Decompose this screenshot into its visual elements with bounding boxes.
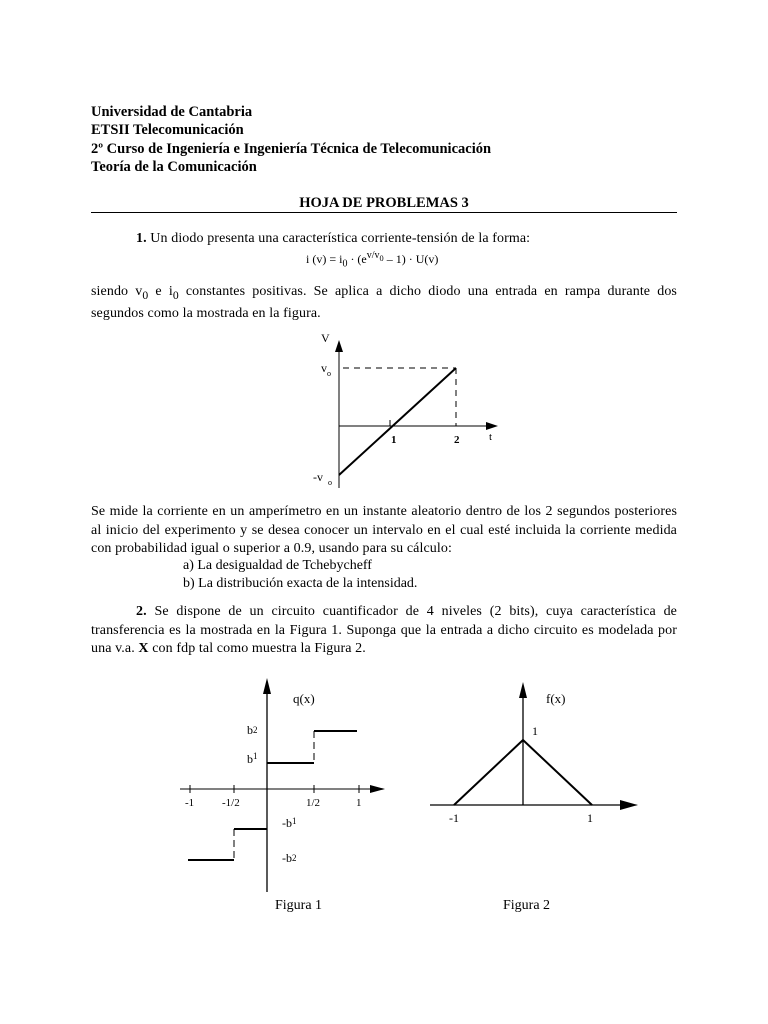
problem2-number: 2. bbox=[136, 604, 147, 619]
ramp-tick-2: 2 bbox=[454, 434, 460, 446]
sheet-title: HOJA DE PROBLEMAS 3 bbox=[299, 195, 469, 211]
figure2-caption: Figura 2 bbox=[503, 898, 551, 913]
text-a1: siendo v bbox=[91, 284, 143, 299]
diode-formula bbox=[306, 250, 438, 269]
ramp-y-label: V bbox=[321, 331, 330, 345]
fig1-func-label: q(x) bbox=[293, 691, 315, 706]
b1-sub: 1 bbox=[253, 751, 258, 761]
problem1-text-a bbox=[91, 283, 677, 324]
b2-sub: 2 bbox=[253, 725, 258, 735]
b1-text: b bbox=[247, 752, 253, 766]
v0-text: v bbox=[321, 361, 327, 375]
ramp-x-arrow bbox=[486, 422, 498, 430]
course-name: 2º Curso de Ingeniería e Ingeniería Técnica de Telecomunicación bbox=[91, 141, 492, 157]
fig1-label-1: 1 bbox=[356, 797, 362, 809]
sub-v0: 0 bbox=[142, 288, 149, 302]
problem1-intro-text: Un diodo presenta una característica corriente-tensión de la forma: bbox=[146, 231, 531, 246]
fig1-y-arrow bbox=[263, 678, 271, 694]
neg-b2-text: -b bbox=[282, 851, 292, 865]
fig2-x-arrow bbox=[620, 800, 638, 810]
fig1-x-arrow bbox=[370, 785, 385, 793]
fig2-peak-label: 1 bbox=[532, 724, 538, 738]
fig1-b2-label bbox=[247, 723, 258, 737]
fig2-label-m1: -1 bbox=[449, 811, 459, 825]
figure2-pdf bbox=[420, 678, 650, 838]
figure1-quantizer bbox=[170, 672, 400, 897]
ramp-line bbox=[339, 368, 456, 475]
subject-name: Teoría de la Comunicación bbox=[91, 159, 257, 175]
formula-right: – 1) · U(v) bbox=[383, 252, 439, 266]
problem2-var: X bbox=[138, 641, 149, 656]
sub-i0: 0 bbox=[172, 288, 179, 302]
ramp-v0-label bbox=[321, 361, 331, 378]
neg-b2-sub: 2 bbox=[292, 853, 297, 863]
fig1-neg-b2-label bbox=[282, 851, 297, 865]
fig2-y-arrow bbox=[519, 682, 527, 698]
formula-exponent: v/v bbox=[366, 250, 380, 261]
neg-b1-sub: 1 bbox=[292, 816, 297, 826]
neg-b1-text: -b bbox=[282, 816, 292, 830]
university-name: Universidad de Cantabria bbox=[91, 104, 253, 120]
b2-text: b bbox=[247, 723, 253, 737]
ramp-figure bbox=[300, 328, 520, 493]
fig1-b1-label bbox=[247, 751, 258, 766]
problem1-number: 1. bbox=[136, 231, 147, 246]
problem2-end: con fdp tal como muestra la Figura 2. bbox=[148, 641, 366, 656]
formula-sub-i0: 0 bbox=[342, 258, 348, 270]
option-a: a) La desigualdad de Tchebycheff bbox=[183, 558, 372, 573]
figure1-caption: Figura 1 bbox=[275, 898, 323, 913]
fig1-label-half: 1/2 bbox=[306, 797, 321, 809]
formula-exponent-sub: 0 bbox=[379, 254, 384, 263]
text-a2: e i bbox=[148, 284, 173, 299]
fig2-func-label: f(x) bbox=[546, 691, 566, 706]
formula-left: i (v) = i bbox=[306, 252, 343, 266]
problem2-text bbox=[91, 603, 677, 659]
neg-v0-text: -v bbox=[313, 470, 323, 484]
title-rule bbox=[91, 212, 677, 213]
text-a3: constantes positivas. Se aplica a dicho diodo una entrada en rampa durante dos segundos como la mostrada en la figura. bbox=[91, 284, 677, 322]
option-b: b) La distribución exacta de la intensidad. bbox=[183, 576, 418, 591]
ramp-tick-1: 1 bbox=[391, 434, 397, 446]
school-name: ETSII Telecomunicación bbox=[91, 122, 244, 138]
ramp-y-arrow bbox=[335, 340, 343, 352]
fig2-label-1: 1 bbox=[587, 811, 593, 825]
problem2-body: Se dispone de un circuito cuantificador de 4 niveles (2 bits), cuya característica de transferencia es la mostrada en la Figura 1. Suponga que la entrada a dicho circuito es modelada por una v.a. bbox=[91, 604, 677, 656]
ramp-neg-v0-label bbox=[313, 470, 332, 487]
fig1-neg-b1-label bbox=[282, 816, 297, 830]
fig1-label-mhalf: -1/2 bbox=[222, 797, 240, 809]
problem1-text-b: Se mide la corriente en un amperímetro en un instante aleatorio dentro de los 2 segundos posteriores al inicio del experimento y se desea conocer un intervalo en el cual esté incluida la corriente medida con probabilidad igual o superior a 0.9, usando para su cálculo: bbox=[91, 504, 677, 556]
formula-mid: · (e bbox=[347, 252, 367, 266]
fig1-label-m1: -1 bbox=[185, 797, 195, 809]
ramp-x-label: t bbox=[489, 431, 493, 443]
problem1-intro bbox=[91, 230, 677, 249]
v0-sub: o bbox=[327, 369, 331, 378]
neg-v0-sub: o bbox=[328, 478, 332, 487]
